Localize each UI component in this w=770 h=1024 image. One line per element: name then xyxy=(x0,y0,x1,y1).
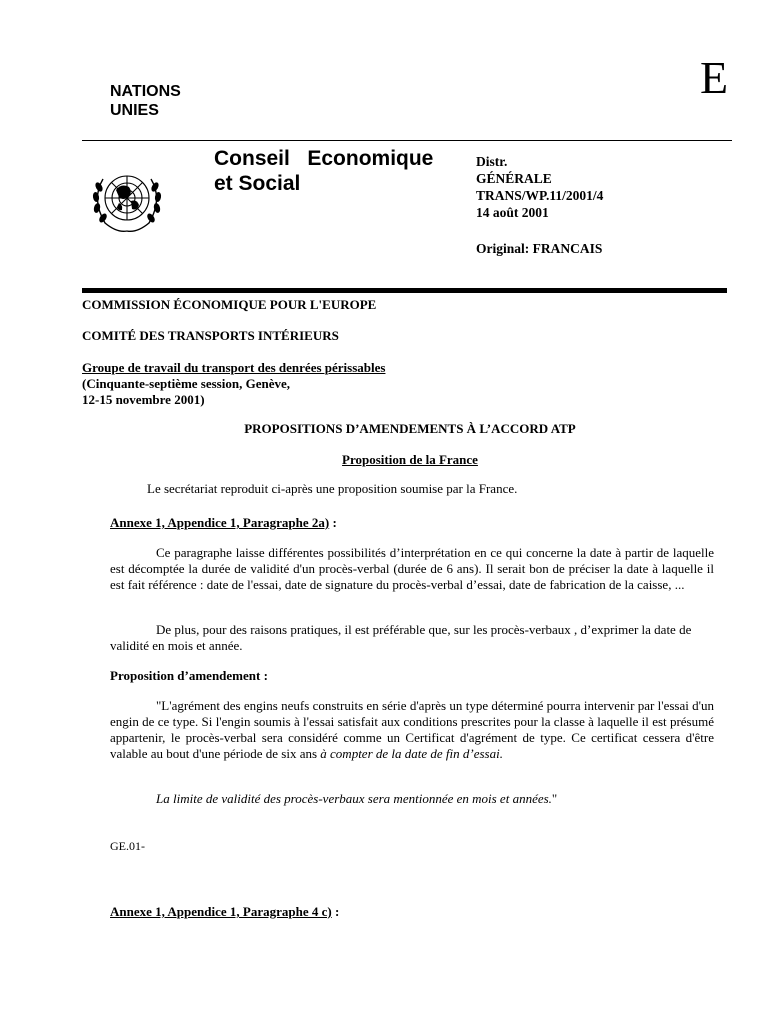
distribution-block xyxy=(476,153,603,257)
working-party xyxy=(82,360,385,408)
series-letter: E xyxy=(700,52,729,103)
council-line-1: Conseil Economique xyxy=(214,147,434,170)
proposal-p2-italic: La limite de validité des procès-verbaux sera mentionnée en mois et années. xyxy=(156,791,552,806)
working-party-name: Groupe de travail du transport des denrées périssables xyxy=(82,360,386,375)
section1-heading-text: Annexe 1, Appendice 1, Paragraphe 2a) xyxy=(110,515,330,530)
council-line-2: et Social xyxy=(214,172,301,195)
session-line-2: 12-15 novembre 2001) xyxy=(82,392,205,407)
org-line-2: UNIES xyxy=(110,102,159,119)
proposal-paragraph-2 xyxy=(156,791,557,807)
proposal-p2-end: " xyxy=(551,791,558,806)
section1-paragraph-2: De plus, pour des raisons pratiques, il est préférable que, sur les procès-verbaux , d’exprimer la date de validité en mois et année. xyxy=(110,622,692,653)
proposal-heading: Proposition d’amendement : xyxy=(110,668,268,683)
thick-rule xyxy=(82,288,727,293)
proposal-paragraph-1 xyxy=(110,698,714,762)
section1-heading-colon: : xyxy=(329,515,337,530)
session-line-1: (Cinquante-septième session, Genève, xyxy=(82,376,290,391)
intro-paragraph: Le secrétariat reproduit ci-après une proposition soumise par la France. xyxy=(147,481,518,496)
council-name xyxy=(214,146,433,196)
section2-heading-text: Annexe 1, Appendice 1, Paragraphe 4 c) xyxy=(110,904,332,919)
section1-heading xyxy=(110,515,337,531)
committee-name: COMITÉ DES TRANSPORTS INTÉRIEURS xyxy=(82,328,339,343)
proposal-p1-text: "L'agrément des engins neufs construits en série d'après un type déterminé pourra intervenir par l'essai d'un engin de ce type. Si l'engin soumis à l'essai satisfait aux conditions prescrites pour la classe à laquelle il est présumé appartenir, le procès-verbal sera considéré comme un Certificat d'agrément de type. Ce certificat cessera d'être valable au bout d'une période de six ans xyxy=(110,698,714,761)
commission-name: COMMISSION ÉCONOMIQUE POUR L'EUROPE xyxy=(82,297,377,312)
distr-label: Distr. xyxy=(476,154,508,169)
original-language: Original: FRANCAIS xyxy=(476,241,603,256)
proposal-p1-italic: à compter de la date de fin d’essai. xyxy=(320,746,503,761)
distr-general: GÉNÉRALE xyxy=(476,171,552,186)
organization-name xyxy=(110,82,181,120)
un-emblem-icon xyxy=(83,157,171,237)
section2-heading-colon: : xyxy=(331,904,340,919)
footer-code: GE.01- xyxy=(110,839,145,853)
header-rule xyxy=(82,140,732,141)
main-title: PROPOSITIONS D’AMENDEMENTS À L’ACCORD ATP xyxy=(244,421,576,436)
document-date: 14 août 2001 xyxy=(476,205,549,220)
org-line-1: NATIONS xyxy=(110,83,181,100)
section1-paragraph-1: Ce paragraphe laisse différentes possibilités d’interprétation en ce qui concerne la date à partir de laquelle est décomptée la durée de validité d'un procès-verbal (durée de 6 ans). Il serait bon de préciser la date à laquelle il est fait référence : date de l'essai, date de signature du procès-verbal d’essai, date de fabrication de la caisse, ... xyxy=(110,545,714,592)
proposal-origin: Proposition de la France xyxy=(342,452,478,467)
section2-heading xyxy=(110,904,339,920)
document-symbol: TRANS/WP.11/2001/4 xyxy=(476,188,604,203)
